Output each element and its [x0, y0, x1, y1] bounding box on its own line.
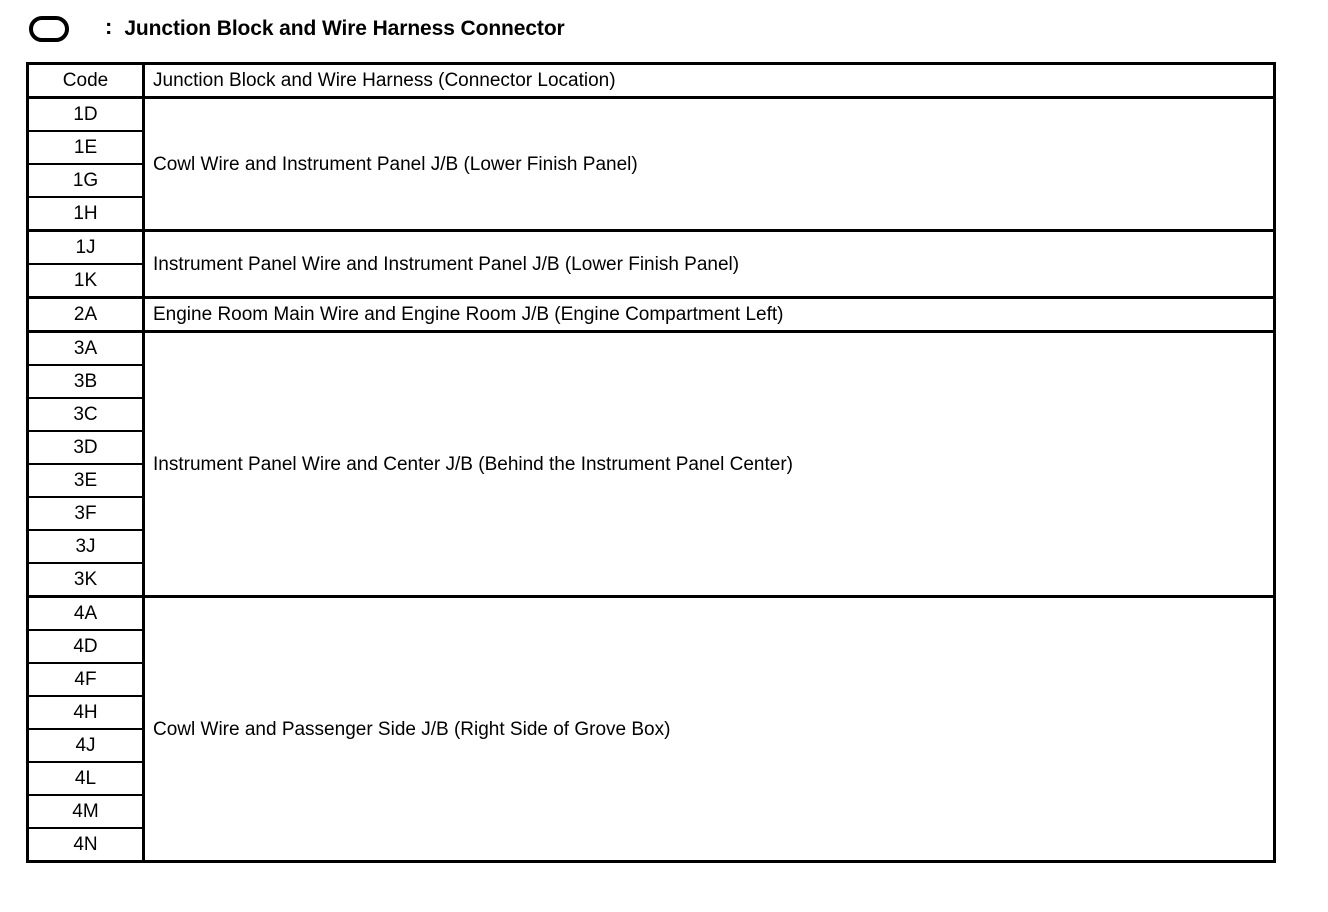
code-cell: 4N	[28, 828, 144, 862]
code-cell: 3C	[28, 398, 144, 431]
code-cell: 3B	[28, 365, 144, 398]
page-title: Junction Block and Wire Harness Connector	[124, 17, 565, 40]
code-cell: 3J	[28, 530, 144, 563]
column-header-code: Code	[28, 64, 144, 98]
code-cell: 4F	[28, 663, 144, 696]
code-cell: 2A	[28, 298, 144, 332]
table-row	[28, 231, 1275, 265]
location-description-cell: Engine Room Main Wire and Engine Room J/B (Engine Compartment Left)	[144, 298, 1275, 332]
code-cell: 4A	[28, 597, 144, 631]
code-cell: 1D	[28, 98, 144, 132]
location-description-cell: Cowl Wire and Instrument Panel J/B (Lower Finish Panel)	[144, 98, 1275, 231]
table-body	[28, 98, 1275, 862]
location-description-cell: Cowl Wire and Passenger Side J/B (Right Side of Grove Box)	[144, 597, 1275, 862]
code-cell: 4H	[28, 696, 144, 729]
header-colon: :	[105, 14, 113, 39]
table-row	[28, 332, 1275, 366]
code-cell: 3A	[28, 332, 144, 366]
code-cell: 3F	[28, 497, 144, 530]
code-cell: 1J	[28, 231, 144, 265]
connector-table	[26, 62, 1276, 863]
code-cell: 3D	[28, 431, 144, 464]
table-row	[28, 98, 1275, 132]
code-cell: 4D	[28, 630, 144, 663]
code-cell: 4J	[28, 729, 144, 762]
location-description-cell: Instrument Panel Wire and Instrument Panel J/B (Lower Finish Panel)	[144, 231, 1275, 298]
code-cell: 3E	[28, 464, 144, 497]
code-cell: 1G	[28, 164, 144, 197]
page-header	[26, 11, 565, 47]
column-header-description: Junction Block and Wire Harness (Connector Location)	[144, 64, 1275, 98]
code-cell: 1H	[28, 197, 144, 231]
code-cell: 4L	[28, 762, 144, 795]
connector-oval-icon	[29, 16, 69, 42]
code-cell: 4M	[28, 795, 144, 828]
table-row	[28, 298, 1275, 332]
table-header-row	[28, 64, 1275, 98]
code-cell: 1K	[28, 264, 144, 298]
location-description-cell: Instrument Panel Wire and Center J/B (Behind the Instrument Panel Center)	[144, 332, 1275, 597]
table-row	[28, 597, 1275, 631]
code-cell: 3K	[28, 563, 144, 597]
code-cell: 1E	[28, 131, 144, 164]
